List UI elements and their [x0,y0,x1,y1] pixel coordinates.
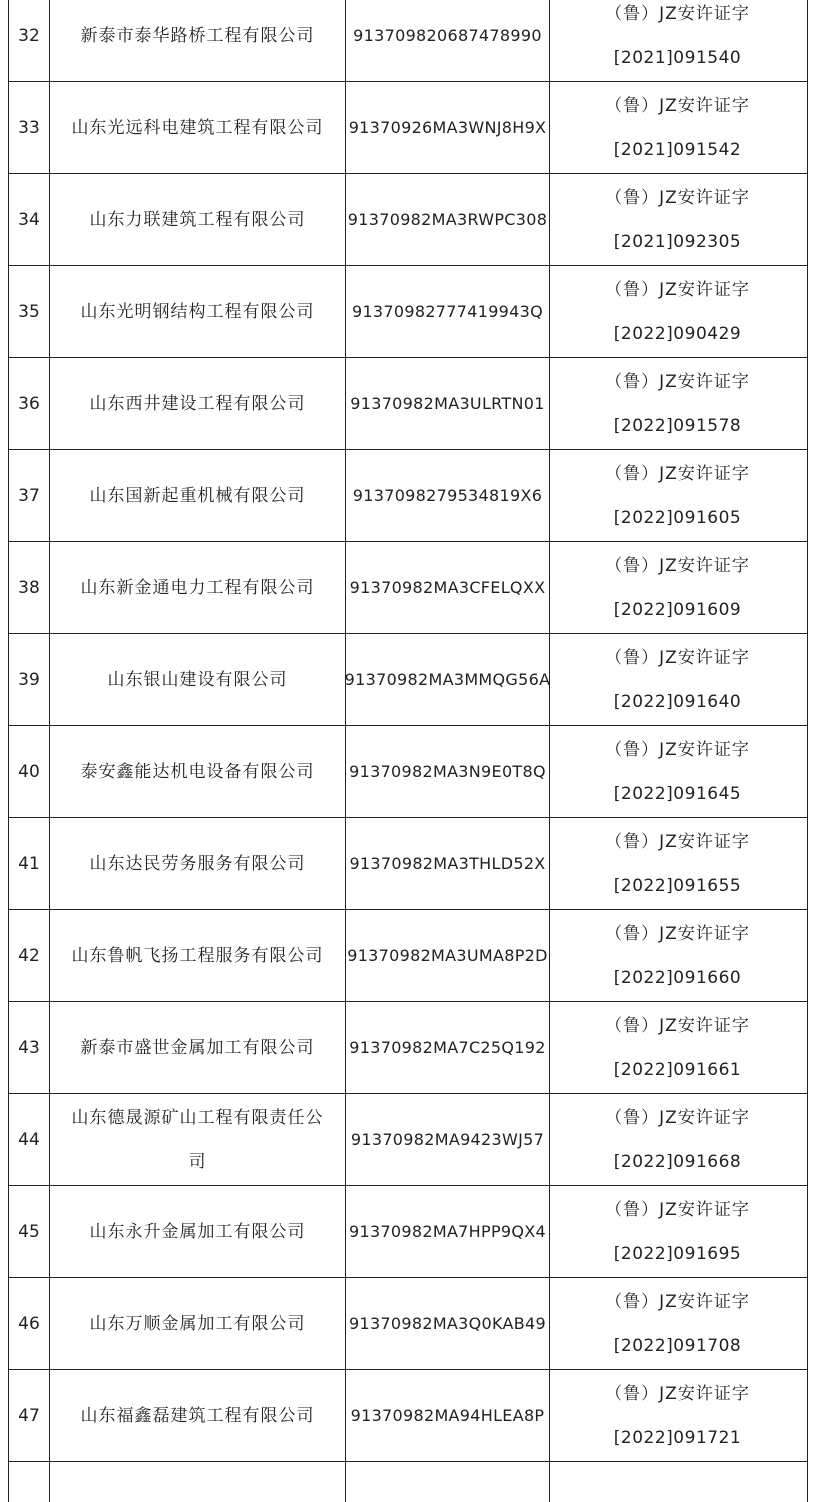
empty-cell [550,1462,805,1502]
credit-code: 91370982MA94HLEA8P [346,1370,550,1461]
table-row [9,0,807,82]
permit-prefix: （鲁）JZ安许证字 [605,923,750,944]
company-name: 山东银山建设有限公司 [50,634,346,725]
permit-prefix: （鲁）JZ安许证字 [605,1383,750,1404]
table-row [9,82,807,174]
row-number: 34 [9,174,50,265]
permit-number-cell [550,174,805,265]
table-row [9,358,807,450]
table-row [9,174,807,266]
permit-number: [2021]091540 [613,47,742,68]
permit-number: [2022]091721 [613,1427,742,1448]
credit-code: 91370982MA3N9E0T8Q [346,726,550,817]
row-number: 37 [9,450,50,541]
company-name: 山东西井建设工程有限公司 [50,358,346,449]
table-row [9,1002,807,1094]
company-name: 山东光远科电建筑工程有限公司 [50,82,346,173]
permit-number-cell [550,266,805,357]
permit-number-cell [550,1278,805,1369]
credit-code: 91370982MA7HPP9QX4 [346,1186,550,1277]
company-name: 山东力联建筑工程有限公司 [50,174,346,265]
table-row [9,1278,807,1370]
table-row [9,450,807,542]
row-number: 41 [9,818,50,909]
permit-number: [2022]091645 [613,783,742,804]
table-row [9,542,807,634]
permit-number: [2021]092305 [613,231,742,252]
permit-number: [2022]091660 [613,967,742,988]
license-table [8,0,808,1502]
credit-code: 91370982MA3Q0KAB49 [346,1278,550,1369]
permit-number: [2022]091708 [613,1335,742,1356]
row-number: 46 [9,1278,50,1369]
permit-number: [2022]091661 [613,1059,742,1080]
company-name: 山东达民劳务服务有限公司 [50,818,346,909]
row-number: 45 [9,1186,50,1277]
credit-code: 91370982MA3UMA8P2D [346,910,550,1001]
permit-prefix: （鲁）JZ安许证字 [605,1199,750,1220]
credit-code: 91370982MA3CFELQXX [346,542,550,633]
company-name: 新泰市盛世金属加工有限公司 [50,1002,346,1093]
table-row [9,1094,807,1186]
permit-number-cell [550,910,805,1001]
row-number: 42 [9,910,50,1001]
company-name: 山东光明钢结构工程有限公司 [50,266,346,357]
credit-code: 91370982MA9423WJ57 [346,1094,550,1185]
permit-prefix: （鲁）JZ安许证字 [605,739,750,760]
permit-number: [2022]091640 [613,691,742,712]
row-number: 40 [9,726,50,817]
company-name: 山东永升金属加工有限公司 [50,1186,346,1277]
permit-number: [2022]091605 [613,507,742,528]
credit-code: 91370982MA7C25Q192 [346,1002,550,1093]
permit-number: [2022]091578 [613,415,742,436]
credit-code: 91370982MA3ULRTN01 [346,358,550,449]
permit-number: [2022]090429 [613,323,742,344]
permit-number-cell [550,726,805,817]
permit-number: [2022]091668 [613,1151,742,1172]
company-name: 山东鲁帆飞扬工程服务有限公司 [50,910,346,1001]
permit-prefix: （鲁）JZ安许证字 [605,187,750,208]
row-number: 39 [9,634,50,725]
company-name: 山东万顺金属加工有限公司 [50,1278,346,1369]
permit-number-cell [550,1002,805,1093]
table-row [9,910,807,1002]
empty-cell [9,1462,50,1502]
credit-code: 913709820687478990 [346,0,550,81]
row-number: 38 [9,542,50,633]
table-row [9,818,807,910]
table-row [9,266,807,358]
permit-number-cell [550,818,805,909]
permit-prefix: （鲁）JZ安许证字 [605,95,750,116]
permit-prefix: （鲁）JZ安许证字 [605,831,750,852]
company-name: 山东新金通电力工程有限公司 [50,542,346,633]
table-row [9,634,807,726]
company-name [50,1094,346,1185]
permit-number: [2022]091655 [613,875,742,896]
table-row-partial [9,1462,807,1502]
company-name: 新泰市泰华路桥工程有限公司 [50,0,346,81]
permit-prefix: （鲁）JZ安许证字 [605,3,750,24]
empty-cell [346,1462,550,1502]
company-name-line: 司 [188,1151,207,1172]
permit-prefix: （鲁）JZ安许证字 [605,1015,750,1036]
permit-number-cell [550,82,805,173]
credit-code: 91370982MA3THLD52X [346,818,550,909]
company-name: 山东福鑫磊建筑工程有限公司 [50,1370,346,1461]
row-number: 32 [9,0,50,81]
credit-code: 91370982MA3RWPC308 [346,174,550,265]
credit-code: 91370982MA3MMQG56A [346,634,550,725]
row-number: 33 [9,82,50,173]
row-number: 36 [9,358,50,449]
permit-prefix: （鲁）JZ安许证字 [605,555,750,576]
permit-number: [2021]091542 [613,139,742,160]
credit-code: 91370982777419943Q [346,266,550,357]
permit-number-cell [550,542,805,633]
permit-number-cell [550,358,805,449]
row-number: 44 [9,1094,50,1185]
permit-number: [2022]091695 [613,1243,742,1264]
row-number: 47 [9,1370,50,1461]
permit-number-cell [550,1186,805,1277]
credit-code: 9137098279534819X6 [346,450,550,541]
permit-number: [2022]091609 [613,599,742,620]
row-number: 35 [9,266,50,357]
company-name: 泰安鑫能达机电设备有限公司 [50,726,346,817]
empty-cell [50,1462,346,1502]
permit-prefix: （鲁）JZ安许证字 [605,463,750,484]
permit-number-cell [550,634,805,725]
company-name: 山东国新起重机械有限公司 [50,450,346,541]
permit-number-cell [550,1370,805,1461]
table-row [9,726,807,818]
table-row [9,1370,807,1462]
permit-prefix: （鲁）JZ安许证字 [605,1107,750,1128]
table-row [9,1186,807,1278]
permit-number-cell [550,450,805,541]
company-name-line: 山东德晟源矿山工程有限责任公 [71,1107,324,1128]
permit-prefix: （鲁）JZ安许证字 [605,279,750,300]
permit-prefix: （鲁）JZ安许证字 [605,647,750,668]
permit-number-cell [550,0,805,81]
permit-prefix: （鲁）JZ安许证字 [605,1291,750,1312]
permit-number-cell [550,1094,805,1185]
credit-code: 91370926MA3WNJ8H9X [346,82,550,173]
permit-prefix: （鲁）JZ安许证字 [605,371,750,392]
row-number: 43 [9,1002,50,1093]
